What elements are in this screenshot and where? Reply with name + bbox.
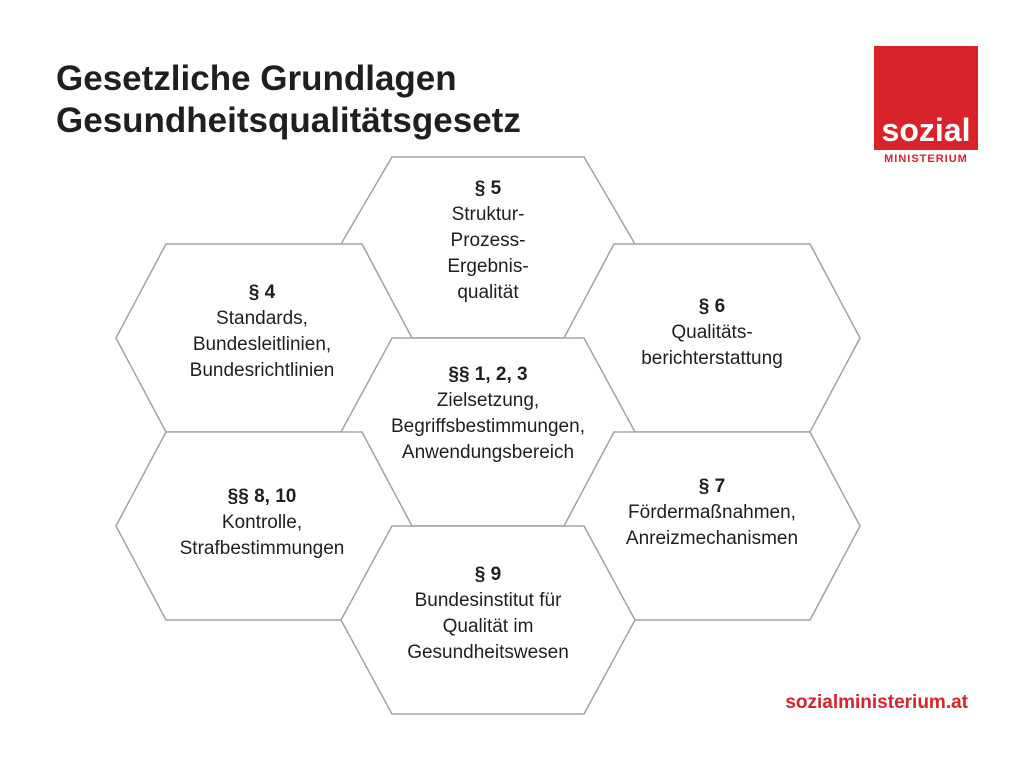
hex-line: Kontrolle, [221, 512, 303, 533]
hex-label-p6 [587, 294, 837, 372]
hex-line: Qualität im [442, 616, 534, 637]
hex-line: Bundesinstitut für [414, 590, 562, 611]
hex-line: Gesundheitswesen [407, 642, 569, 663]
hex-section: § 6 [698, 296, 726, 317]
hex-section: § 9 [474, 564, 502, 585]
hex-label-p4 [137, 280, 387, 384]
hex-section: § 4 [248, 282, 276, 303]
hex-line: Fördermaßnahmen, [628, 502, 796, 523]
hex-section: § 5 [474, 178, 502, 199]
hex-line: Begriffsbestimmungen, [391, 416, 585, 437]
hex-section: § 7 [698, 476, 726, 497]
hex-label-p7 [587, 474, 837, 552]
hex-label-p9 [363, 562, 613, 666]
hex-label-p810 [137, 484, 387, 562]
title-line-2: Gesundheitsqualitätsgesetz [56, 101, 521, 140]
logo-subtitle: MINISTERIUM [884, 153, 968, 165]
hex-line: Qualitäts- [671, 322, 753, 343]
hex-line: Struktur- [451, 204, 525, 225]
logo-word: sozial [881, 112, 971, 148]
hex-label-p5 [363, 176, 613, 306]
hex-line: Anreizmechanismen [625, 528, 799, 549]
footer-url: sozialministerium.at [785, 692, 968, 713]
title-line-1: Gesetzliche Grundlagen [56, 59, 457, 98]
hex-line: Prozess- [450, 230, 526, 251]
hex-section: §§ 8, 10 [227, 486, 297, 507]
hex-line: Anwendungsbereich [401, 442, 575, 463]
hex-line: qualität [457, 282, 519, 303]
hex-line: Bundesrichtlinien [189, 360, 335, 381]
hex-line: Standards, [216, 308, 308, 329]
hex-section: §§ 1, 2, 3 [448, 364, 528, 385]
hex-line: Strafbestimmungen [179, 538, 345, 559]
hex-line: Ergebnis- [447, 256, 529, 277]
hex-line: Bundesleitlinien, [192, 334, 332, 355]
hex-line: berichterstattung [641, 348, 783, 369]
hex-label-p123 [363, 362, 613, 466]
hex-line: Zielsetzung, [436, 390, 540, 411]
